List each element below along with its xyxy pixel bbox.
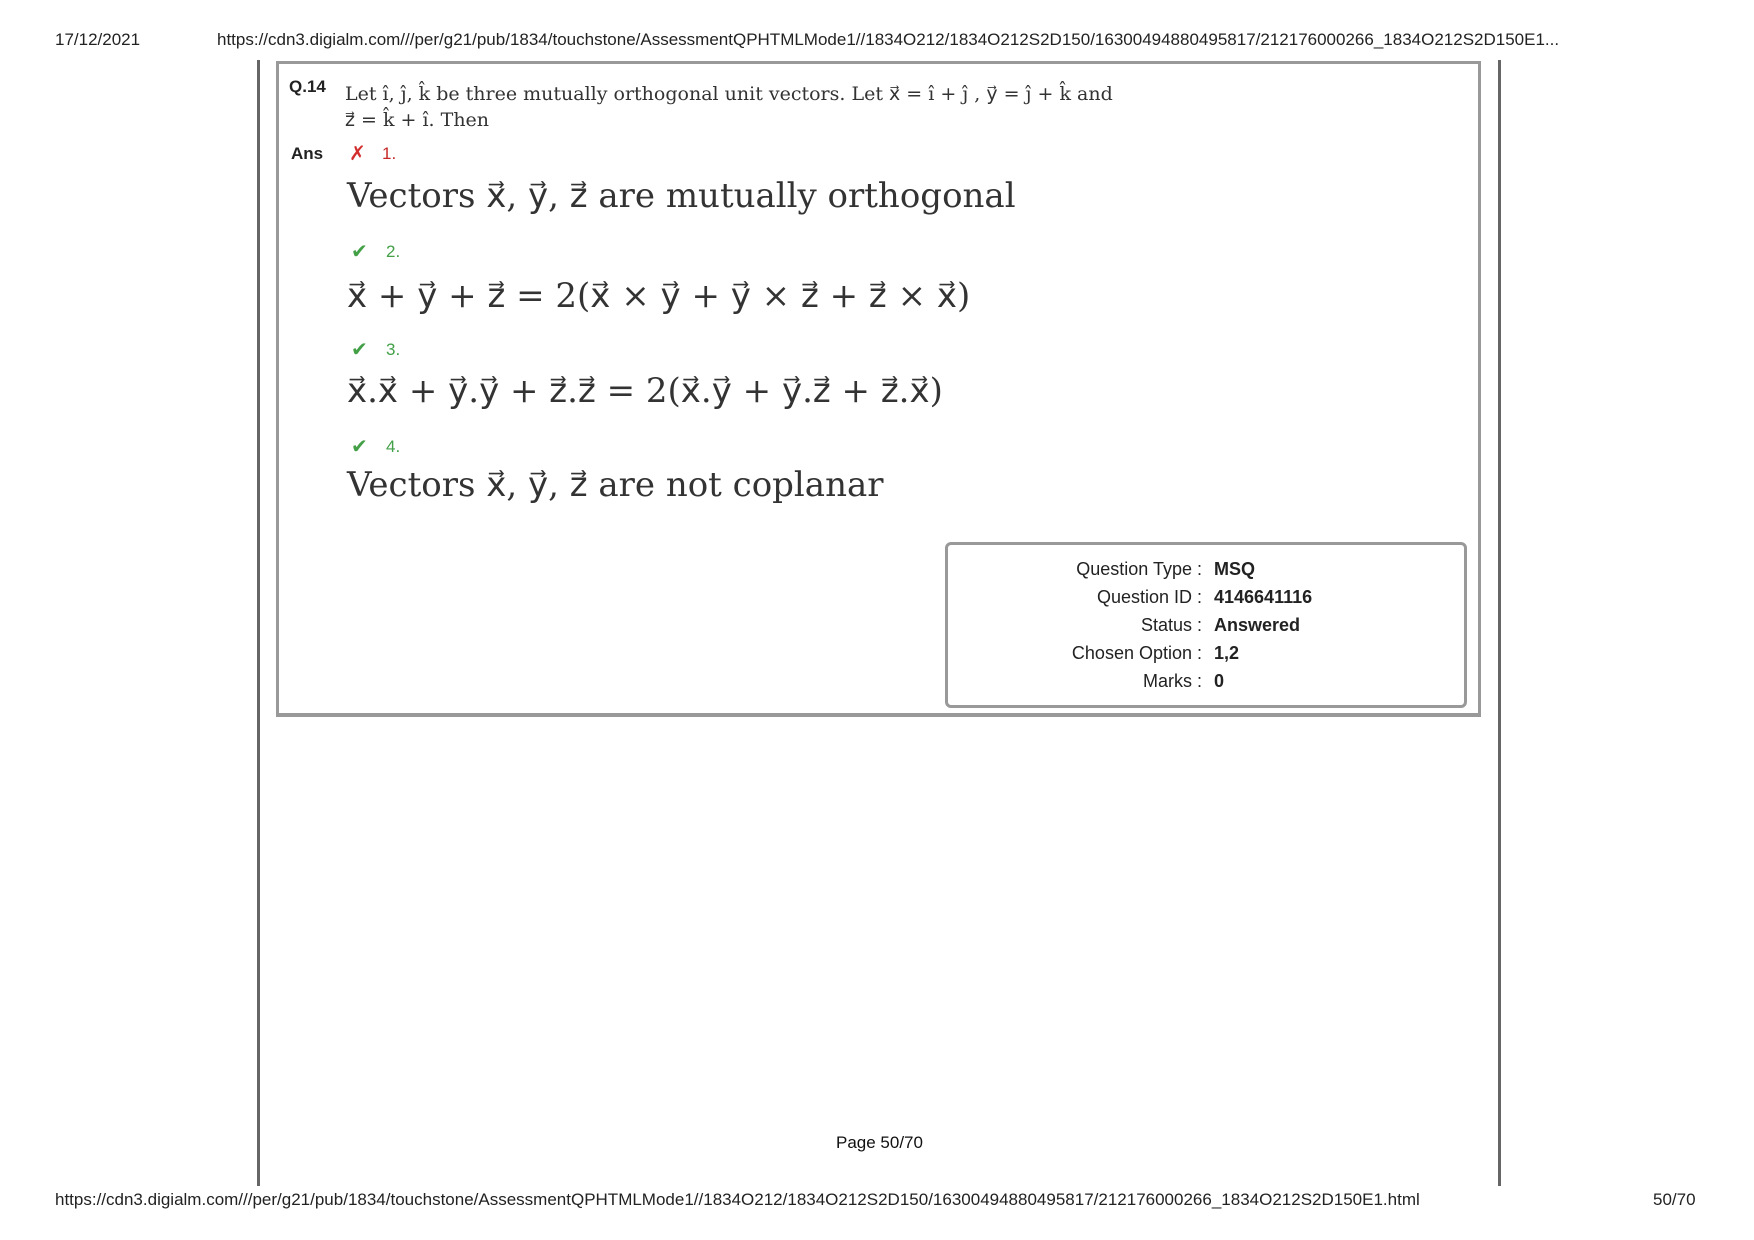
info-label: Question ID : — [1096, 587, 1202, 607]
info-label: Status : — [1140, 615, 1202, 635]
page-number: Page 50/70 — [836, 1133, 923, 1152]
option-4-number: 4. — [386, 437, 401, 456]
info-value: Answered — [1214, 615, 1301, 635]
print-date: 17/12/2021 — [55, 30, 141, 49]
option-1-number: 1. — [382, 144, 397, 163]
option-3-number: 3. — [386, 340, 401, 359]
question-text-line-2: z⃗ = k̂ + î. Then — [345, 109, 490, 131]
info-label: Question Type : — [1076, 559, 1202, 579]
question-info-box — [945, 542, 1467, 708]
question-panel — [276, 61, 1481, 717]
option-2-text: x⃗ + y⃗ + z⃗ = 2(x⃗ × y⃗ + y⃗ × z⃗ + z⃗ × x⃗) — [347, 276, 971, 316]
question-text — [345, 81, 1245, 133]
cross-icon: ✗ — [349, 143, 366, 165]
option-1-text: Vectors x⃗, y⃗, z⃗ are mutually orthogonal — [347, 176, 1016, 216]
checkmark-icon: ✔ — [351, 436, 368, 458]
print-footer-url: https://cdn3.digialm.com///per/g21/pub/1834/touchstone/AssessmentQPHTMLMode1//1834O212/1834O212S2D150/16300494880495817/212176000266_1834O212S2D150E1.html — [55, 1190, 1420, 1209]
info-question-id — [948, 587, 1464, 613]
question-number: Q.14 — [289, 77, 326, 96]
info-status — [948, 615, 1464, 641]
option-2-number: 2. — [386, 242, 401, 261]
checkmark-icon: ✔ — [351, 339, 368, 361]
print-header-url: https://cdn3.digialm.com///per/g21/pub/1834/touchstone/AssessmentQPHTMLMode1//1834O212/1834O212S2D150/16300494880495817/212176000266_1834O212S2D150E1... — [217, 30, 1560, 49]
info-marks — [948, 671, 1464, 697]
info-value: 1,2 — [1214, 643, 1240, 663]
question-text-line-1: Let î, ĵ, k̂ be three mutually orthogonal unit vectors. Let x⃗ = î + ĵ , y⃗ = ĵ + k̂ and — [345, 83, 1113, 105]
info-value: 0 — [1214, 671, 1225, 691]
answer-label: Ans — [291, 144, 324, 163]
option-3-text: x⃗.x⃗ + y⃗.y⃗ + z⃗.z⃗ = 2(x⃗.y⃗ + y⃗.z⃗ + z⃗.x⃗) — [347, 371, 943, 411]
print-footer-page: 50/70 — [1653, 1190, 1696, 1209]
checkmark-icon: ✔ — [351, 241, 368, 263]
left-page-border — [257, 60, 260, 1186]
info-label: Marks : — [1142, 671, 1202, 691]
info-chosen-option — [948, 643, 1464, 669]
info-value: MSQ — [1214, 559, 1256, 579]
info-question-type — [948, 559, 1464, 585]
option-4-text: Vectors x⃗, y⃗, z⃗ are not coplanar — [347, 465, 884, 505]
info-value: 4146641116 — [1214, 587, 1313, 607]
info-label: Chosen Option : — [1071, 643, 1202, 663]
right-page-border — [1498, 60, 1501, 1186]
